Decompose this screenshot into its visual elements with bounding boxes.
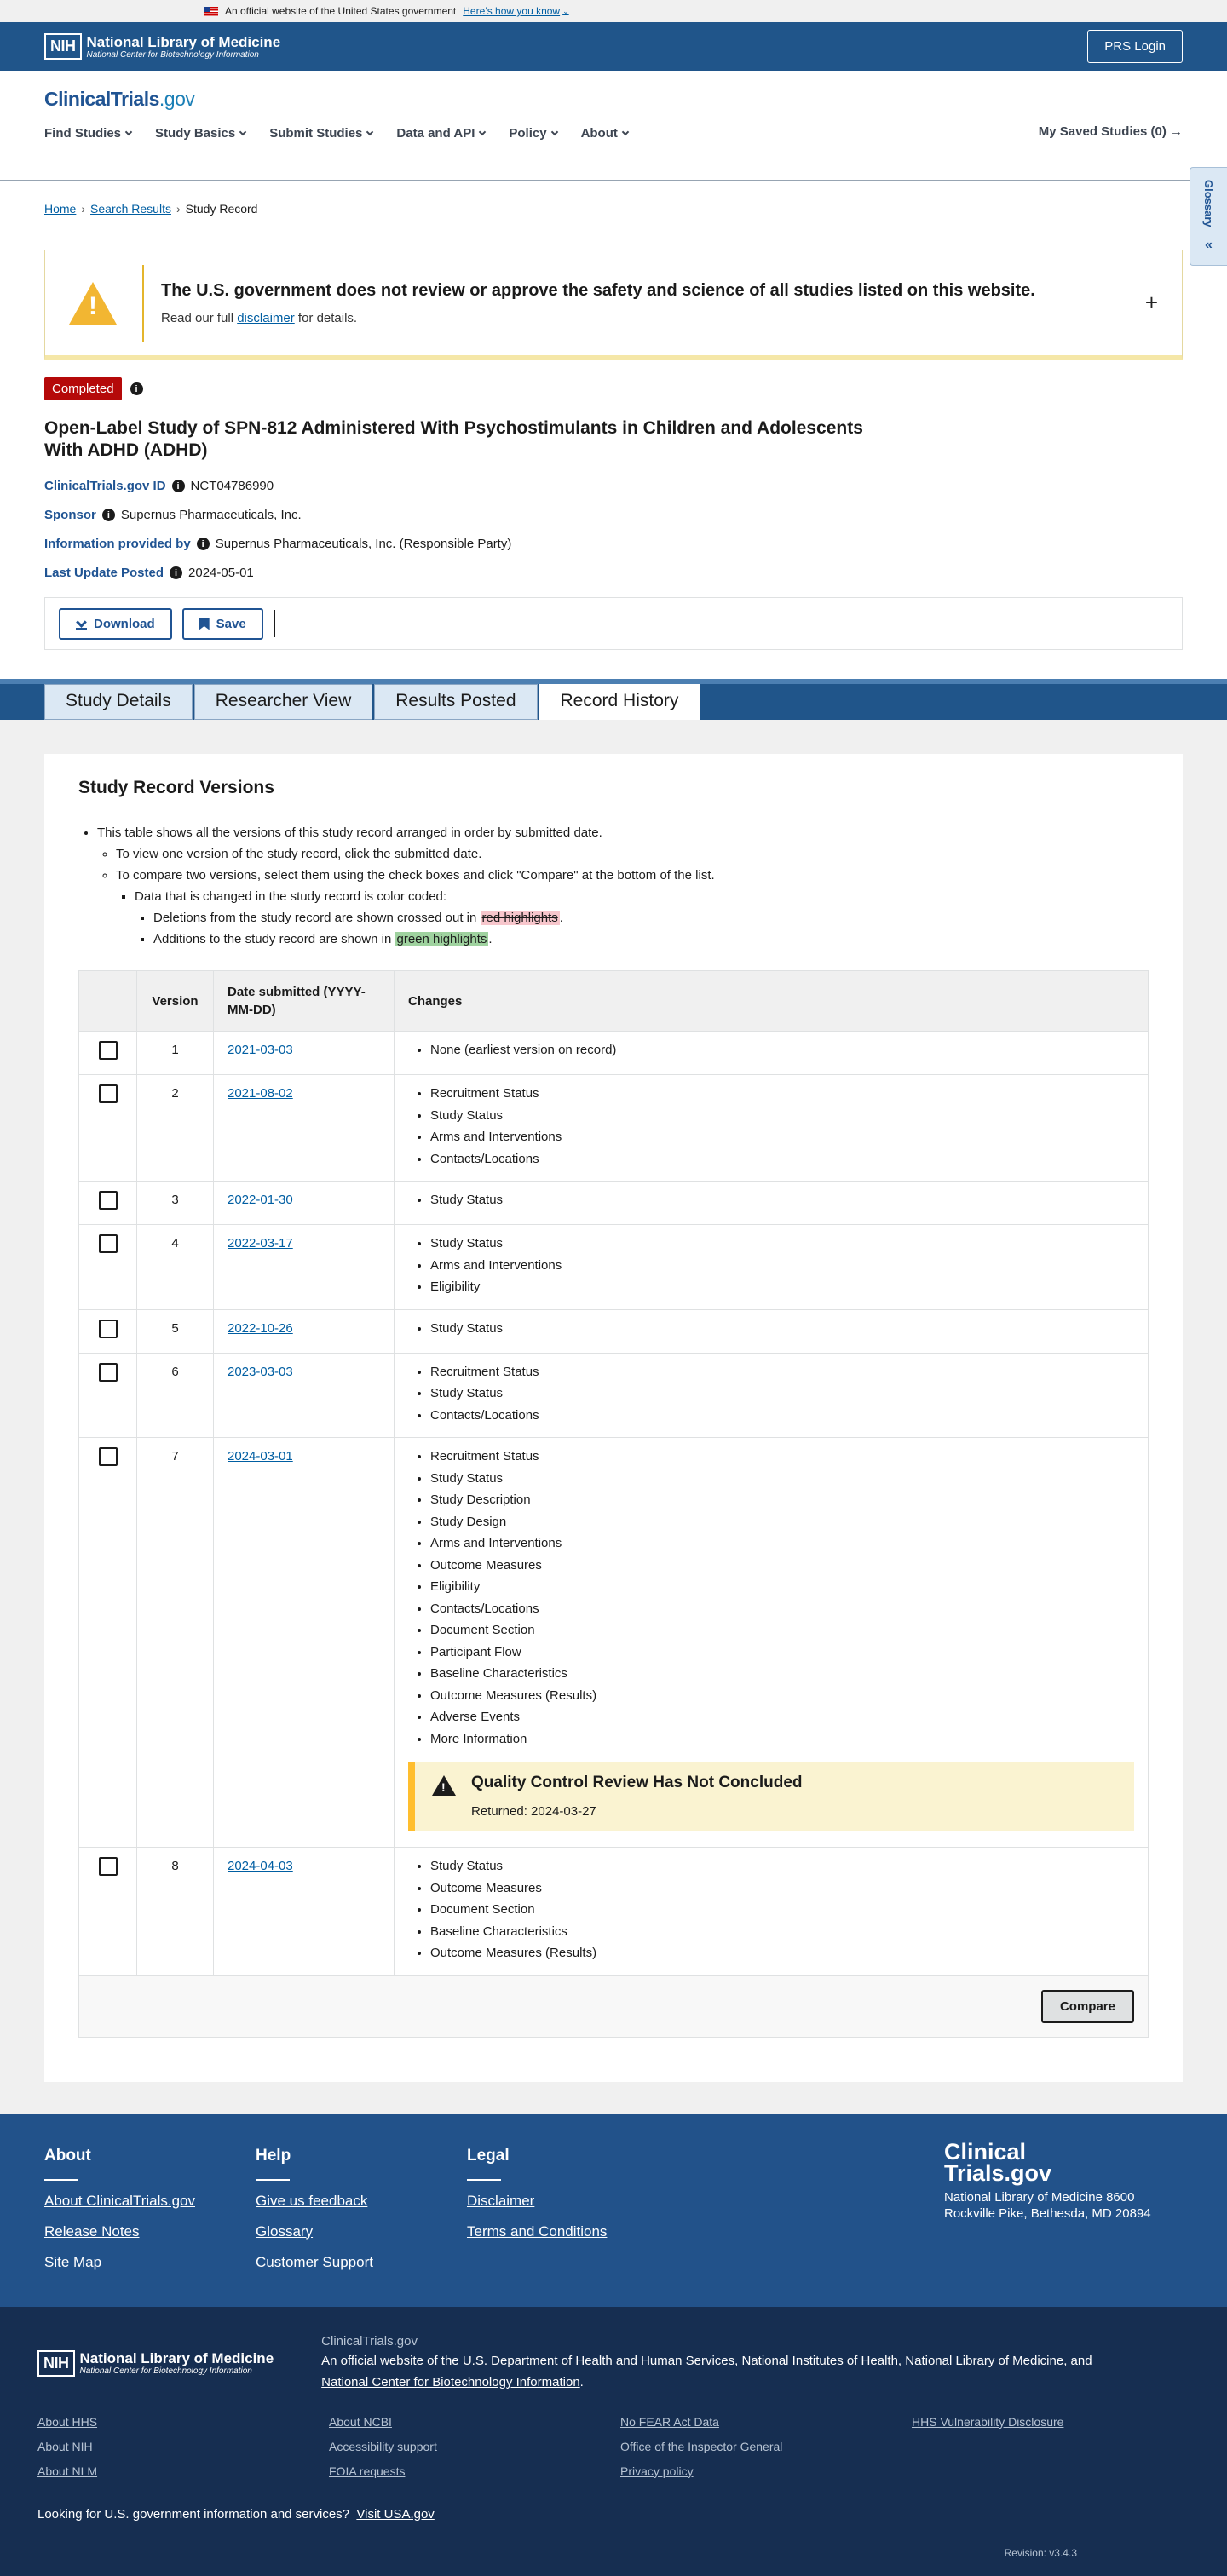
change-item: • Study Status bbox=[430, 1189, 1134, 1211]
about-nih-link[interactable]: About NIH bbox=[37, 2439, 93, 2453]
tab-study-details[interactable]: Study Details bbox=[44, 684, 193, 720]
change-item: • Arms and Interventions bbox=[430, 1532, 1134, 1555]
meta-provided-value: Supernus Pharmaceuticals, Inc. (Responsible Party) bbox=[215, 537, 512, 551]
glossary-label: Glossary bbox=[1202, 180, 1215, 227]
nav-policy[interactable]: Policy bbox=[509, 126, 556, 141]
versions-body bbox=[79, 1032, 1149, 1976]
version-row bbox=[79, 1848, 1149, 1976]
version-date-link[interactable]: 2022-03-17 bbox=[228, 1236, 293, 1251]
gov-banner-text: An official website of the United States government bbox=[225, 5, 457, 17]
actions-bar bbox=[44, 597, 1183, 650]
change-item: • Document Section bbox=[430, 1899, 1134, 1921]
change-item: • Adverse Events bbox=[430, 1706, 1134, 1728]
main-nav bbox=[44, 126, 1183, 141]
nav-data-api[interactable]: Data and API bbox=[396, 126, 485, 141]
version-checkbox[interactable] bbox=[99, 1857, 118, 1876]
version-row bbox=[79, 1032, 1149, 1075]
tab-record-history[interactable]: Record History bbox=[539, 684, 700, 720]
version-row bbox=[79, 1075, 1149, 1182]
nih-header bbox=[0, 22, 1227, 71]
version-number: 6 bbox=[137, 1353, 214, 1438]
compare-button[interactable]: Compare bbox=[1041, 1990, 1134, 2023]
col-date-submitted: Date submitted (YYYY-MM-DD) bbox=[214, 971, 395, 1032]
change-item: • Participant Flow bbox=[430, 1642, 1134, 1664]
version-date-link[interactable]: 2024-03-01 bbox=[228, 1449, 293, 1463]
about-hhs-link[interactable]: About HHS bbox=[37, 2414, 98, 2429]
chevron-down-icon bbox=[125, 128, 132, 135]
nlm-footer bbox=[0, 2307, 1227, 2576]
change-item: • Document Section bbox=[430, 1619, 1134, 1642]
footer-address: National Library of Medicine 8600 Rockville Pike, Bethesda, MD 20894 bbox=[944, 2189, 1151, 2221]
change-item: • Study Status bbox=[430, 1318, 1134, 1340]
save-button[interactable]: Save bbox=[182, 608, 263, 640]
download-icon bbox=[76, 618, 87, 630]
chevron-down-icon bbox=[622, 128, 629, 135]
disclaimer-text: Read our full disclaimer for details. bbox=[161, 310, 358, 325]
change-item: • Baseline Characteristics bbox=[430, 1921, 1134, 1943]
usa-gov-link[interactable]: Visit USA.gov bbox=[356, 2506, 435, 2521]
chevron-right-icon: › bbox=[176, 202, 181, 216]
warning-icon: ! bbox=[69, 282, 117, 325]
chevron-down-icon bbox=[366, 128, 373, 135]
breadcrumb-search-results[interactable]: Search Results bbox=[90, 202, 171, 216]
versions-table bbox=[78, 970, 1149, 2038]
revision-text: Revision: v3.4.3 bbox=[1004, 2546, 1077, 2559]
hhs-link[interactable]: U.S. Department of Health and Human Services bbox=[462, 2353, 735, 2368]
footer-help: Help Give us feedback Glossary Customer Support bbox=[256, 2147, 467, 2281]
footer-ct-logo[interactable]: Clinical Trials.gov bbox=[944, 2138, 1052, 2186]
how-you-know-link[interactable]: Here’s how you know ⌄ bbox=[463, 5, 569, 17]
meta-sponsor-label: Sponsor bbox=[44, 508, 96, 522]
col-changes: Changes bbox=[395, 971, 1149, 1032]
ncbi-name: National Center for Biotechnology Information bbox=[86, 49, 259, 60]
nav-study-basics[interactable]: Study Basics bbox=[155, 126, 245, 141]
footer-about: About About ClinicalTrials.gov Release Notes Site Map bbox=[44, 2147, 256, 2281]
about-ncbi-link[interactable]: About NCBI bbox=[329, 2414, 392, 2429]
version-changes bbox=[395, 1225, 1149, 1310]
change-item: • Outcome Measures (Results) bbox=[430, 1685, 1134, 1707]
expand-plus-icon[interactable]: + bbox=[1144, 290, 1158, 315]
study-tabs bbox=[0, 679, 1227, 720]
bookmark-icon bbox=[199, 618, 210, 630]
nlm-name: National Library of Medicine bbox=[86, 33, 281, 50]
change-item: • Eligibility bbox=[430, 1276, 1134, 1298]
version-checkbox[interactable] bbox=[99, 1191, 118, 1210]
meta-update-label: Last Update Posted bbox=[44, 566, 164, 580]
version-checkbox[interactable] bbox=[99, 1041, 118, 1060]
about-nlm-link[interactable]: About NLM bbox=[37, 2464, 98, 2478]
nlm-logo[interactable] bbox=[44, 33, 280, 60]
inspector-general-link[interactable]: Office of the Inspector General bbox=[620, 2439, 783, 2453]
change-item: • Contacts/Locations bbox=[430, 1598, 1134, 1620]
chevrons-left-icon: « bbox=[1205, 237, 1213, 252]
version-number: 4 bbox=[137, 1225, 214, 1310]
meta-id-value: NCT04786990 bbox=[190, 479, 274, 493]
footer-about-ct-link[interactable]: About ClinicalTrials.gov bbox=[44, 2192, 195, 2209]
info-icon[interactable]: i bbox=[197, 538, 210, 550]
status-badge: Completed bbox=[44, 377, 122, 400]
version-row bbox=[79, 1225, 1149, 1310]
footer-feedback-link[interactable]: Give us feedback bbox=[256, 2192, 368, 2209]
footer-terms-link[interactable]: Terms and Conditions bbox=[467, 2222, 608, 2240]
site-footer bbox=[0, 2114, 1227, 2307]
disclaimer-banner bbox=[44, 250, 1183, 360]
info-icon[interactable]: i bbox=[170, 566, 182, 579]
qc-returned: Returned: 2024-03-27 bbox=[471, 1804, 596, 1819]
change-item: • Baseline Characteristics bbox=[430, 1663, 1134, 1685]
version-date-link[interactable]: 2022-01-30 bbox=[228, 1193, 293, 1207]
change-item: • Study Status bbox=[430, 1383, 1134, 1405]
glossary-tab[interactable] bbox=[1190, 167, 1227, 266]
tab-results-posted[interactable]: Results Posted bbox=[374, 684, 537, 720]
change-item: • Recruitment Status bbox=[430, 1361, 1134, 1383]
change-item: • Eligibility bbox=[430, 1576, 1134, 1598]
nlm-footer-links bbox=[37, 2415, 1190, 2478]
qc-alert bbox=[408, 1762, 1134, 1831]
change-item: • Study Status bbox=[430, 1105, 1134, 1127]
prs-login-button[interactable]: PRS Login bbox=[1087, 30, 1183, 63]
breadcrumb bbox=[0, 181, 1227, 216]
change-item: • More Information bbox=[430, 1728, 1134, 1751]
meta-sponsor-value: Supernus Pharmaceuticals, Inc. bbox=[120, 508, 302, 522]
tab-researcher-view[interactable]: Researcher View bbox=[194, 684, 373, 720]
change-item: • Arms and Interventions bbox=[430, 1126, 1134, 1148]
us-flag-icon bbox=[204, 7, 218, 16]
version-number: 8 bbox=[137, 1848, 214, 1976]
footer-legal: Legal Disclaimer Terms and Conditions bbox=[467, 2147, 678, 2281]
version-checkbox[interactable] bbox=[99, 1363, 118, 1382]
info-icon[interactable]: i bbox=[130, 382, 143, 395]
nlm-footer-logo[interactable]: NIH National Library of Medicine National Center for Biotechnology Information bbox=[37, 2334, 274, 2393]
download-button[interactable]: Download bbox=[59, 608, 172, 640]
red-highlight-sample: red highlights bbox=[481, 911, 558, 925]
change-item: • Contacts/Locations bbox=[430, 1148, 1134, 1170]
green-highlight-sample: green highlights bbox=[396, 932, 487, 946]
versions-intro: • This table shows all the versions of this study record arranged in order by submitted date. ◦ To view one version of the study record, click the submitted date. ◦ To compare two versions, select them using the check boxes and click "Compare" at the bottom of the list. ▪ Data that is changed in the study record is color coded: ▪ Deletions from the study record are shown crossed out in red highlights . ▪ Additions to the study record are shown in green highlights . bbox=[78, 822, 1149, 950]
version-number: 3 bbox=[137, 1182, 214, 1225]
version-number: 1 bbox=[137, 1032, 214, 1075]
nlm-link[interactable]: National Library of Medicine bbox=[905, 2353, 1064, 2368]
vulnerability-disclosure-link[interactable]: HHS Vulnerability Disclosure bbox=[912, 2414, 1064, 2429]
disclaimer-link[interactable]: disclaimer bbox=[237, 310, 295, 325]
version-changes bbox=[395, 1438, 1149, 1848]
version-changes bbox=[395, 1182, 1149, 1225]
version-row bbox=[79, 1309, 1149, 1353]
version-row bbox=[79, 1182, 1149, 1225]
chevron-right-icon: › bbox=[81, 202, 86, 216]
version-checkbox[interactable] bbox=[99, 1234, 118, 1253]
footer-brand bbox=[944, 2138, 1166, 2222]
chevron-down-icon bbox=[550, 128, 557, 135]
change-item: • Study Status bbox=[430, 1855, 1134, 1877]
change-item: • Study Design bbox=[430, 1511, 1134, 1533]
change-item: • Contacts/Locations bbox=[430, 1405, 1134, 1427]
clinicaltrials-logo[interactable]: ClinicalTrials.gov bbox=[44, 88, 195, 110]
breadcrumb-home[interactable]: Home bbox=[44, 202, 77, 216]
breadcrumb-current: Study Record bbox=[185, 202, 258, 216]
meta-id-label: ClinicalTrials.gov ID bbox=[44, 479, 166, 493]
record-versions-card bbox=[44, 754, 1183, 2082]
version-number: 2 bbox=[137, 1075, 214, 1182]
info-icon[interactable]: i bbox=[172, 480, 185, 492]
change-item: • Arms and Interventions bbox=[430, 1255, 1134, 1277]
nlm-footer-description: ClinicalTrials.gov An official website of the U.S. Department of Health and Human Services, National Institutes of Health, National Library of Medicine, and National Center for Biotechnology Information. bbox=[321, 2333, 1092, 2389]
meta-update-value: 2024-05-01 bbox=[188, 566, 254, 580]
warning-icon: ! bbox=[432, 1775, 456, 1796]
version-checkbox[interactable] bbox=[99, 1447, 118, 1466]
version-changes bbox=[395, 1353, 1149, 1438]
my-saved-studies-link[interactable]: My Saved Studies (0) → bbox=[1038, 124, 1183, 139]
study-title: Open-Label Study of SPN-812 Administered With Psychostimulants in Children and Adolescents With ADHD (ADHD) bbox=[44, 418, 863, 460]
nav-find-studies[interactable]: Find Studies bbox=[44, 126, 131, 141]
version-checkbox[interactable] bbox=[99, 1320, 118, 1338]
chevron-down-icon bbox=[239, 128, 246, 135]
footer-support-link[interactable]: Customer Support bbox=[256, 2253, 373, 2270]
study-meta bbox=[0, 462, 1227, 580]
change-item: • Outcome Measures (Results) bbox=[430, 1942, 1134, 1964]
version-changes bbox=[395, 1848, 1149, 1976]
version-date-link[interactable]: 2021-08-02 bbox=[228, 1086, 293, 1101]
privacy-link[interactable]: Privacy policy bbox=[620, 2464, 694, 2478]
version-row bbox=[79, 1438, 1149, 1848]
status-row bbox=[0, 360, 1227, 400]
chevron-down-icon bbox=[479, 128, 486, 135]
nav-submit-studies[interactable]: Submit Studies bbox=[269, 126, 372, 141]
accessibility-link[interactable]: Accessibility support bbox=[329, 2439, 437, 2453]
footer-release-notes-link[interactable]: Release Notes bbox=[44, 2222, 140, 2240]
meta-provided-label: Information provided by bbox=[44, 537, 191, 551]
version-number: 7 bbox=[137, 1438, 214, 1848]
change-item: • Recruitment Status bbox=[430, 1446, 1134, 1468]
footer-glossary-link[interactable]: Glossary bbox=[256, 2222, 314, 2240]
no-fear-act-link[interactable]: No FEAR Act Data bbox=[620, 2414, 719, 2429]
version-checkbox[interactable] bbox=[99, 1084, 118, 1103]
change-item: • Study Description bbox=[430, 1489, 1134, 1511]
foia-link[interactable]: FOIA requests bbox=[329, 2464, 406, 2478]
gov-banner bbox=[0, 0, 1227, 22]
version-date-link[interactable]: 2022-10-26 bbox=[228, 1320, 293, 1336]
version-date-link[interactable]: 2021-03-03 bbox=[228, 1043, 293, 1057]
info-icon[interactable]: i bbox=[102, 509, 115, 521]
chevron-down-icon: ⌄ bbox=[562, 6, 569, 15]
nih-link[interactable]: National Institutes of Health bbox=[741, 2353, 898, 2368]
version-row bbox=[79, 1353, 1149, 1438]
versions-heading: Study Record Versions bbox=[78, 778, 274, 797]
version-changes bbox=[395, 1075, 1149, 1182]
change-item: • Outcome Measures bbox=[430, 1555, 1134, 1577]
col-version: Version bbox=[137, 971, 214, 1032]
change-item: • Outcome Measures bbox=[430, 1877, 1134, 1900]
change-item: • Study Status bbox=[430, 1233, 1134, 1255]
ncbi-link[interactable]: National Center for Biotechnology Information bbox=[321, 2374, 580, 2389]
version-changes bbox=[395, 1309, 1149, 1353]
version-date-link[interactable]: 2024-04-03 bbox=[228, 1859, 293, 1873]
footer-site-map-link[interactable]: Site Map bbox=[44, 2253, 102, 2270]
footer-disclaimer-link[interactable]: Disclaimer bbox=[467, 2192, 535, 2209]
change-item: • Study Status bbox=[430, 1468, 1134, 1490]
version-changes bbox=[395, 1032, 1149, 1075]
version-number: 5 bbox=[137, 1309, 214, 1353]
change-item: • None (earliest version on record) bbox=[430, 1039, 1134, 1061]
nav-about[interactable]: About bbox=[581, 126, 628, 141]
usa-gov-line: Looking for U.S. government information and services? Visit USA.gov bbox=[37, 2506, 435, 2521]
qc-title: Quality Control Review Has Not Concluded bbox=[471, 1774, 803, 1791]
nih-logo-box: NIH bbox=[44, 33, 82, 60]
change-item: • Recruitment Status bbox=[430, 1083, 1134, 1105]
disclaimer-title: The U.S. government does not review or approve the safety and science of all studies listed on this website. bbox=[161, 280, 1035, 300]
version-date-link[interactable]: 2023-03-03 bbox=[228, 1364, 293, 1379]
